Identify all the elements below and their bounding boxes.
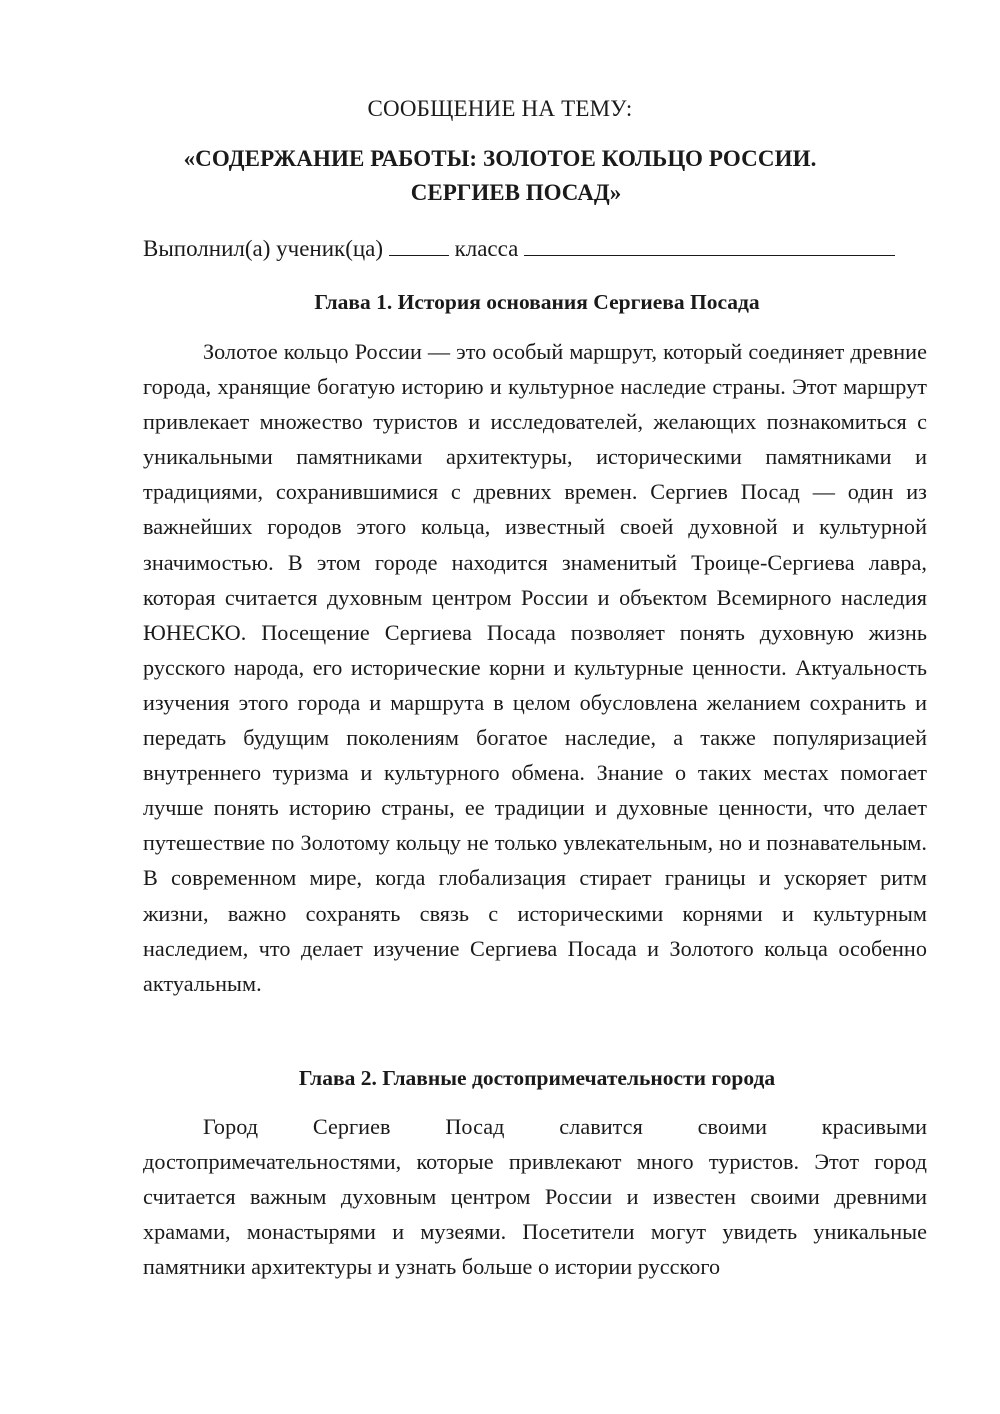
report-title-line-1: «СОДЕРЖАНИЕ РАБОТЫ: ЗОЛОТОЕ КОЛЬЦО РОССИИ.: [183, 146, 817, 171]
chapter-2-title: Глава 2. Главные достопримечательности города: [298, 1066, 776, 1090]
performed-by-label: Выполнил(а) ученик(ца): [143, 236, 384, 261]
student-name-blank: [524, 233, 895, 256]
chapter-1-paragraph: Золотое кольцо России — это особый маршрут, который соединяет древние города, хранящие богатую историю и культурное наследие страны. Этот маршрут привлекает множество туристов и исследователей, желающих познакомиться с уникальными памятниками архитектуры, историческими памятниками и традициями, сохранившимися с древних времен. Сергиев Посад — один из важнейших городов этого кольца, известный своей духовной и культурной значимостью. В этом городе находится знаменитый Троице-Сергиева лавра, которая считается духовным центром России и объектом Всемирного наследия ЮНЕСКО. Посещение Сергиева Посада позволяет понять духовную жизнь русского народа, его исторические корни и культурные ценности. Актуальность изучения этого города и маршрута в целом обусловлена желанием сохранить и передать будущим поколениям богатое наследие, а также популяризацией внутреннего туризма и культурного обмена. Знание о таких местах помогает лучше понять историю страны, ее традиции и духовные ценности, что делает путешествие по Золотому кольцу не только увлекательным, но и познавательным. В современном мире, когда глобализация стирает границы и ускоряет ритм жизни, важно сохранять связь с историческими корнями и культурным наследием, что делает изучение Сергиева Посада и Золотого кольца особенно актуальным.: [143, 339, 927, 996]
class-number-blank: [389, 233, 449, 256]
chapter-2-paragraph: Город Сергиев Посад славится своими красивыми достопримечательностями, которые привлекают много туристов. Этот город считается важным духовным центром России и известен своими древними храмами, монастырями и музеями. Посетители могут увидеть уникальные памятники архитектуры и узнать больше о истории русского: [143, 1114, 927, 1280]
student-signature-line: [143, 233, 895, 264]
chapter-1-title: Глава 1. История основания Сергиева Посада: [314, 290, 760, 314]
class-label: класса: [454, 236, 519, 261]
report-type-heading: СООБЩЕНИЕ НА ТЕМУ:: [367, 96, 633, 121]
report-title-line-2: СЕРГИЕВ ПОСАД»: [410, 180, 622, 205]
